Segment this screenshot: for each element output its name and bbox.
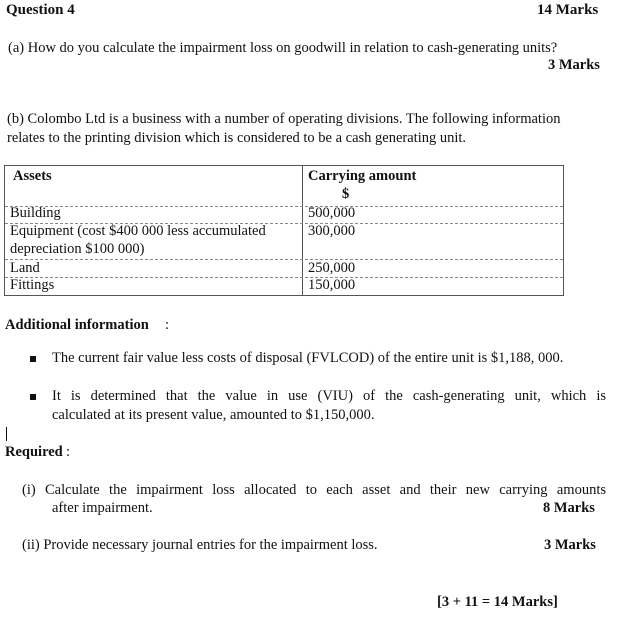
additional-info-heading: Additional information <box>5 317 149 333</box>
row-divider <box>5 206 563 207</box>
total-marks: [3 + 11 = 14 Marks] <box>437 594 558 610</box>
asset-amount: 500,000 <box>308 205 356 221</box>
part-a-marks: 3 Marks <box>548 57 600 73</box>
carrying-amount-header: Carrying amount <box>308 168 417 184</box>
question-title: Question 4 <box>6 2 75 18</box>
asset-name: Building <box>10 205 61 221</box>
bullet-icon <box>30 356 36 362</box>
asset-name-continued: depreciation $100 000) <box>10 241 145 257</box>
required-ii-text: (ii) Provide necessary journal entries for the impairment loss. <box>22 537 378 553</box>
required-i-marks: 8 Marks <box>543 500 595 516</box>
asset-name: Fittings <box>10 277 55 293</box>
bullet-viu-line2: calculated at its present value, amounted to $1,150,000. <box>52 407 375 423</box>
assets-header: Assets <box>13 168 52 184</box>
required-i-line2: after impairment. <box>52 500 153 516</box>
asset-amount: 300,000 <box>308 223 356 239</box>
additional-info-colon: : <box>165 317 170 333</box>
asset-amount: 150,000 <box>308 277 356 293</box>
text-cursor <box>6 427 7 441</box>
part-b-intro-line2: relates to the printing division which is considered to be a cash generating unit. <box>7 130 467 146</box>
required-colon: : <box>66 444 71 460</box>
question-marks: 14 Marks <box>537 2 599 18</box>
bullet-viu-line1: It is determined that the value in use (VIU) of the cash-generating unit, which is <box>52 388 606 404</box>
asset-name: Land <box>10 260 40 276</box>
assets-table <box>4 165 564 296</box>
asset-name: Equipment (cost $400 000 less accumulated <box>10 223 266 239</box>
required-i-line1: (i) Calculate the impairment loss allocated to each asset and their new carrying amounts <box>22 482 606 498</box>
part-b-intro-line1: (b) Colombo Ltd is a business with a number of operating divisions. The following information <box>7 111 561 127</box>
currency-header: $ <box>342 186 350 202</box>
bullet-fvlcod: The current fair value less costs of disposal (FVLCOD) of the entire unit is $1,188, 000. <box>52 350 564 366</box>
column-divider <box>302 166 303 295</box>
row-divider <box>5 277 563 278</box>
asset-amount: 250,000 <box>308 260 356 276</box>
required-heading: Required <box>5 444 63 460</box>
part-a-question: (a) How do you calculate the impairment loss on goodwill in relation to cash-generating units? <box>8 40 558 56</box>
required-ii-marks: 3 Marks <box>544 537 596 553</box>
bullet-icon <box>30 394 36 400</box>
row-divider <box>5 259 563 260</box>
